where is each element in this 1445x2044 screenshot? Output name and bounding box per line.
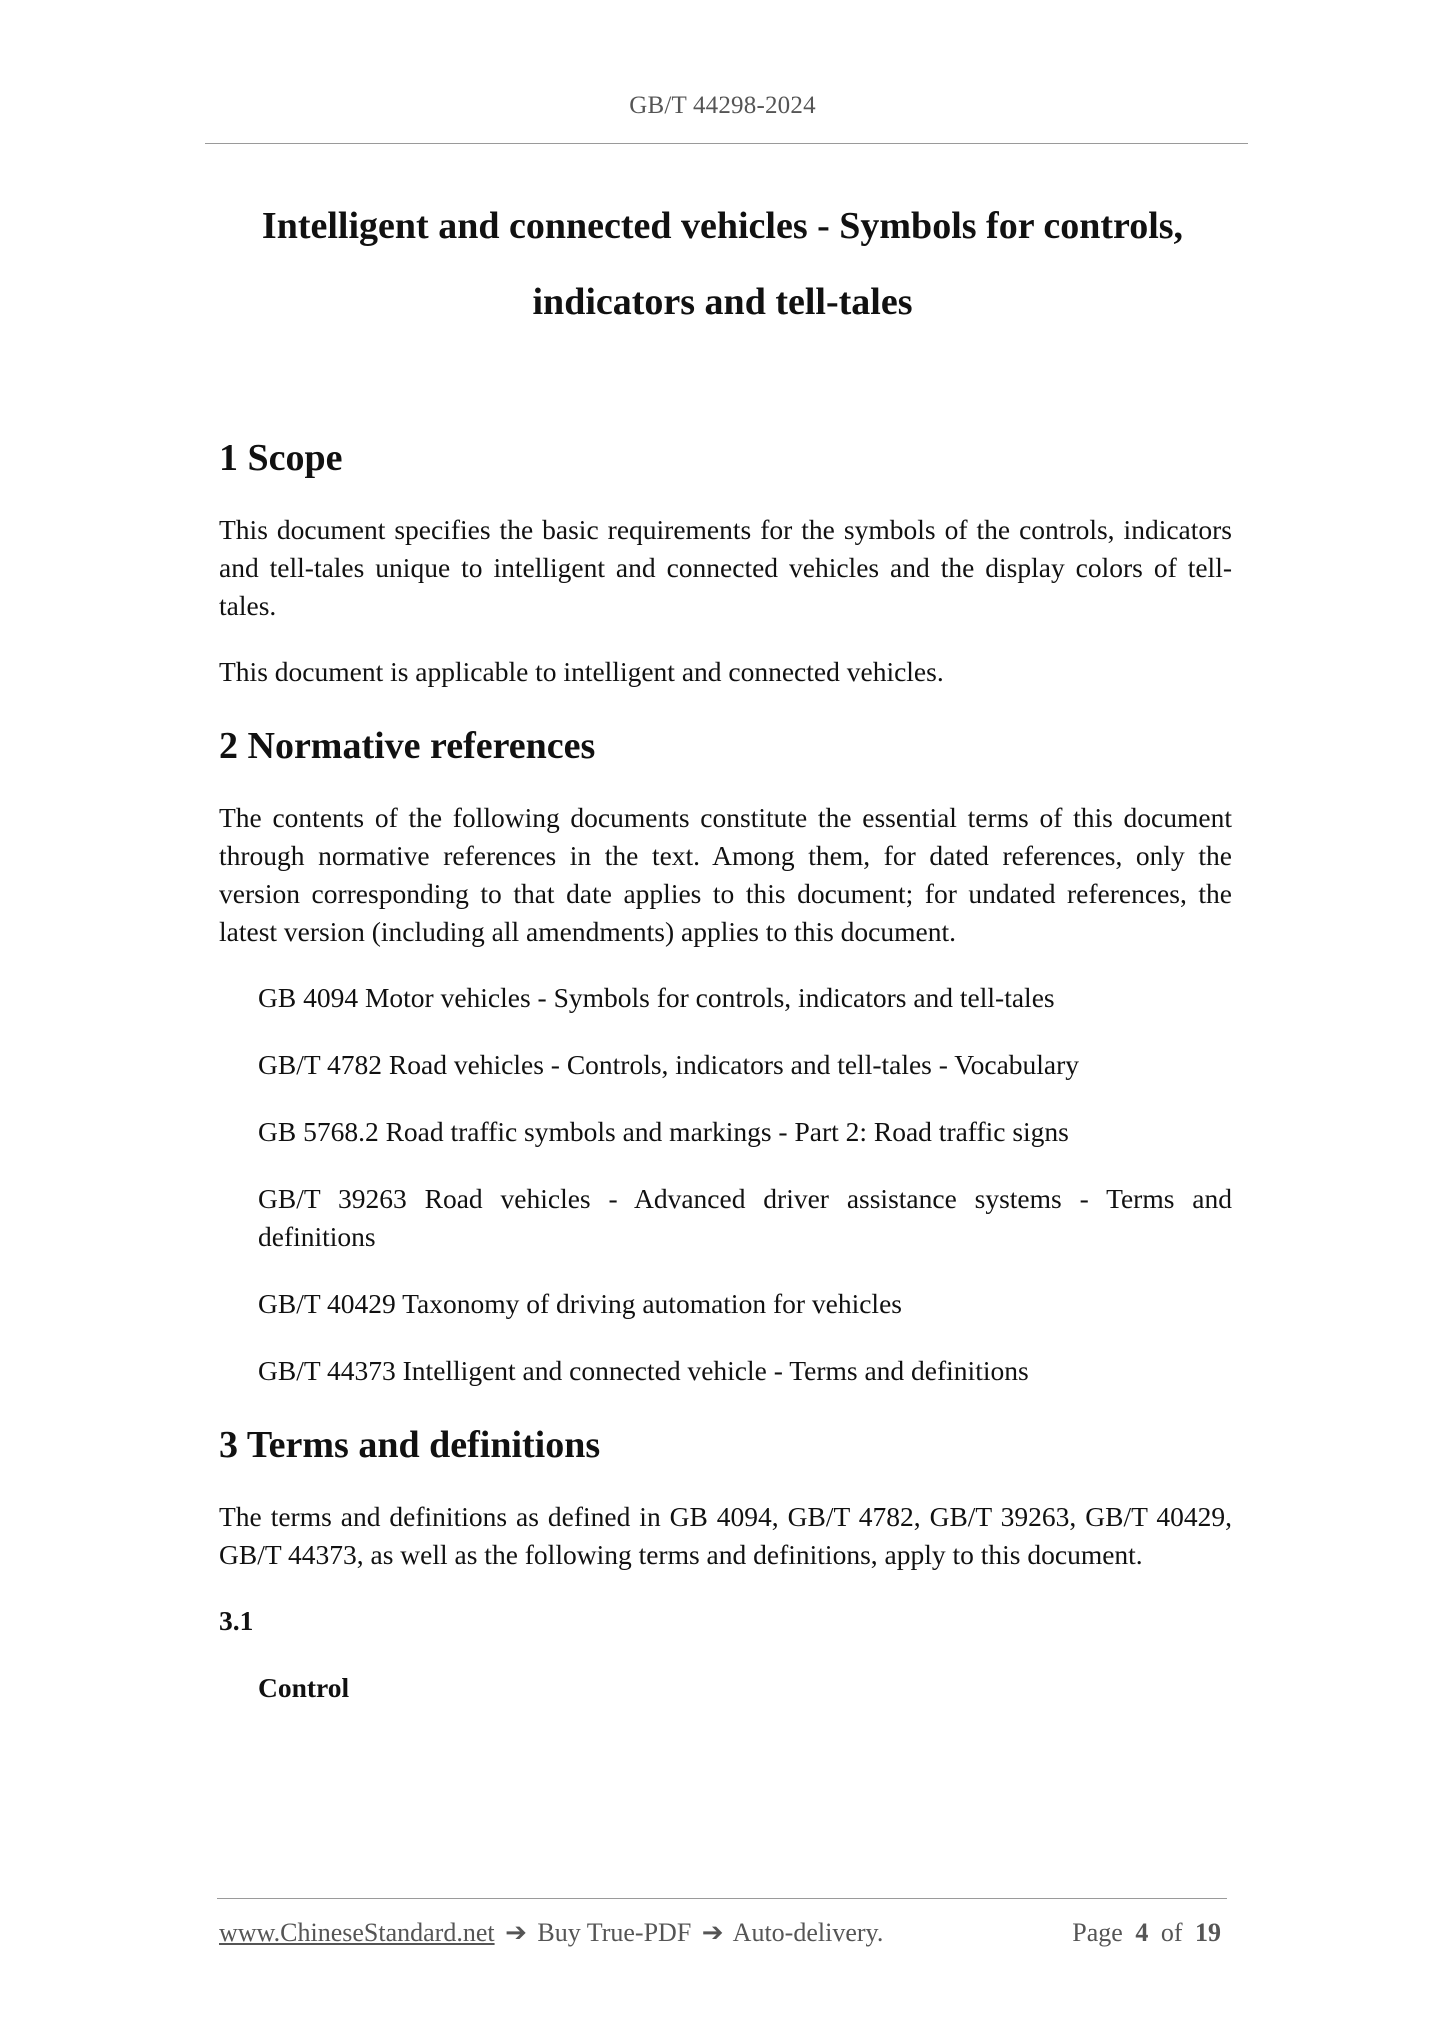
page-total: 19 xyxy=(1195,1918,1221,1947)
normative-intro-paragraph: The contents of the following documents constitute the essential terms of this document through normative references in the text. Among them, for dated references, only the version corresponding to that date applies to this document; for undated references, the latest version (including all amendments) applies to this document. xyxy=(219,802,1232,947)
footer-promo xyxy=(219,1918,883,1948)
section-heading-scope: 1 Scope xyxy=(219,437,343,479)
auto-delivery-text: Auto-delivery. xyxy=(732,1918,884,1947)
document-body xyxy=(219,435,1232,1707)
header-divider xyxy=(205,143,1248,144)
running-header: GB/T 44298-2024 xyxy=(629,92,816,119)
chinesestandard-link[interactable]: www.ChineseStandard.net xyxy=(219,1918,495,1947)
page-of-label: of xyxy=(1160,1918,1183,1947)
reference-item: GB/T 4782 Road vehicles - Controls, indicators and tell-tales - Vocabulary xyxy=(258,1049,1080,1080)
term-number: 3.1 xyxy=(219,1605,254,1636)
page-current: 4 xyxy=(1135,1918,1149,1947)
arrow-right-icon: ➔ xyxy=(701,1918,724,1947)
scope-paragraph-1: This document specifies the basic requirements for the symbols of the controls, indicators and tell-tales unique to intelligent and connected vehicles and the display colors of tell-tales. xyxy=(219,514,1232,621)
document-title xyxy=(160,188,1285,340)
page-label: Page xyxy=(1072,1918,1123,1947)
reference-item: GB 4094 Motor vehicles - Symbols for controls, indicators and tell-tales xyxy=(258,982,1055,1013)
title-line-1: Intelligent and connected vehicles - Symbols for controls, xyxy=(261,205,1184,247)
scope-paragraph-2: This document is applicable to intelligent and connected vehicles. xyxy=(219,656,944,687)
footer-divider xyxy=(217,1898,1227,1899)
reference-item: GB/T 44373 Intelligent and connected vehicle - Terms and definitions xyxy=(258,1355,1029,1386)
reference-item: GB/T 39263 Road vehicles - Advanced driver assistance systems - Terms and definitions xyxy=(258,1183,1232,1252)
reference-item: GB/T 40429 Taxonomy of driving automation for vehicles xyxy=(258,1288,902,1319)
page-number xyxy=(1072,1918,1227,1948)
section-heading-normative-references: 2 Normative references xyxy=(219,725,596,767)
term-name: Control xyxy=(258,1672,350,1703)
section-heading-terms-and-definitions: 3 Terms and definitions xyxy=(219,1424,601,1466)
terms-intro-paragraph: The terms and definitions as defined in GB 4094, GB/T 4782, GB/T 39263, GB/T 40429, GB/T 44373, as well as the following terms and definitions, apply to this document. xyxy=(219,1501,1232,1570)
page-footer xyxy=(219,1918,1227,1954)
arrow-right-icon: ➔ xyxy=(505,1918,527,1947)
reference-item: GB 5768.2 Road traffic symbols and markings - Part 2: Road traffic signs xyxy=(258,1116,1069,1147)
buy-true-pdf-text: Buy True-PDF xyxy=(537,1918,692,1947)
title-line-2: indicators and tell-tales xyxy=(532,281,913,323)
